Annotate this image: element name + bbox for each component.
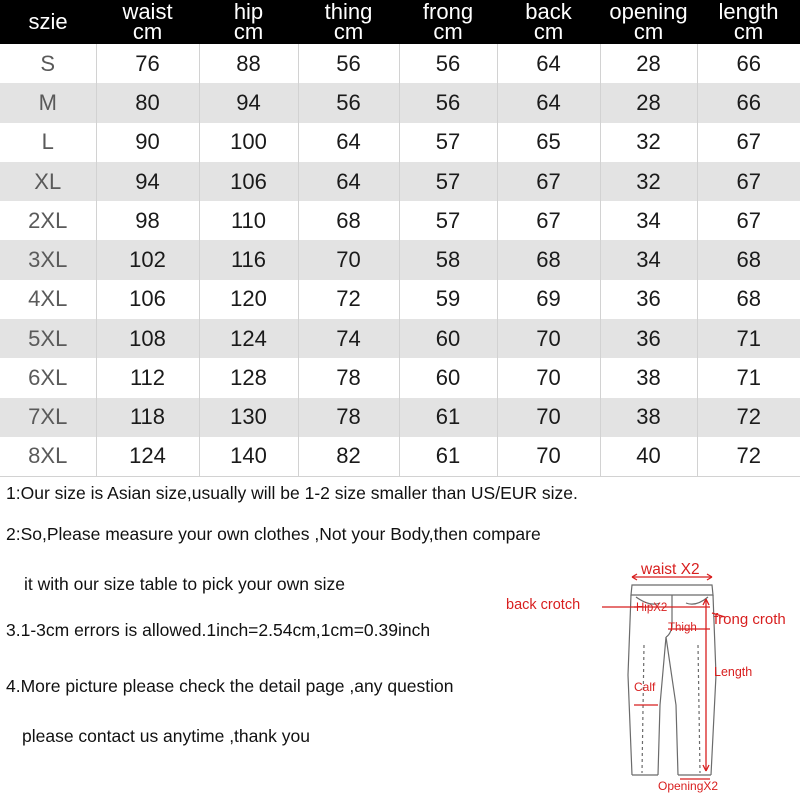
measurement-cell: 94: [199, 83, 298, 122]
measurement-cell: 68: [697, 240, 800, 279]
opening-label: OpeningX2: [658, 779, 719, 793]
column-header-unit: cm: [132, 19, 163, 44]
measurement-cell: 120: [199, 280, 298, 319]
table-row: [0, 437, 800, 476]
measurement-cell: 112: [96, 358, 199, 397]
note-4: 4.More picture please check the detail page ,any question: [6, 676, 454, 696]
measurement-cell: 38: [600, 358, 697, 397]
calf-label: Calf: [634, 680, 656, 694]
measurement-cell: 118: [96, 398, 199, 437]
column-header-name: waist: [122, 0, 173, 24]
measurement-cell: 70: [497, 358, 600, 397]
size-cell: 8XL: [0, 437, 96, 476]
column-header-unit: cm: [733, 19, 764, 44]
column-header: [96, 0, 199, 44]
pants-sketch: [500, 555, 800, 800]
column-header: [697, 0, 800, 44]
measurement-cell: 69: [497, 280, 600, 319]
measurement-cell: 28: [600, 44, 697, 83]
measurement-cell: 78: [298, 358, 399, 397]
column-header-unit: cm: [233, 19, 264, 44]
measurement-cell: 100: [199, 123, 298, 162]
measurement-cell: 102: [96, 240, 199, 279]
column-header-unit: cm: [633, 19, 664, 44]
column-header: [199, 0, 298, 44]
column-header-name: frong: [422, 0, 474, 24]
size-cell: 2XL: [28, 207, 68, 233]
measurement-cell: 71: [697, 358, 800, 397]
measurement-cell: 98: [96, 201, 199, 240]
measurement-cell: 124: [199, 319, 298, 358]
measurement-cell: 140: [199, 437, 298, 476]
measurement-cell: 67: [497, 162, 600, 201]
measurement-cell: 94: [96, 162, 199, 201]
table-row: [0, 280, 800, 319]
table-row: [0, 240, 800, 279]
column-header-name: hip: [233, 0, 264, 24]
measurement-cell: 36: [600, 280, 697, 319]
column-header-name: opening: [609, 0, 688, 24]
column-header-unit: cm: [533, 19, 564, 44]
measurement-cell: 68: [298, 201, 399, 240]
measurement-cell: 34: [600, 240, 697, 279]
measurement-cell: 67: [697, 162, 800, 201]
measurement-cell: 88: [199, 44, 298, 83]
table-row: [0, 201, 800, 240]
measurement-cell: 106: [96, 280, 199, 319]
measurement-cell: 32: [600, 162, 697, 201]
front-crotch-label: frong croth: [714, 611, 786, 628]
measurement-cell: 116: [199, 240, 298, 279]
measurement-cell: 66: [697, 83, 800, 122]
measurement-cell: 32: [600, 123, 697, 162]
column-header-name: back: [525, 0, 572, 24]
measurement-cell: 78: [298, 398, 399, 437]
measurement-cell: 71: [697, 319, 800, 358]
measurement-cell: 40: [600, 437, 697, 476]
note-2: 2:So,Please measure your own clothes ,Not your Body,then compare: [6, 524, 541, 544]
measurement-cell: 60: [399, 319, 497, 358]
measurement-cell: 58: [399, 240, 497, 279]
measurement-cell: 128: [199, 358, 298, 397]
measurement-cell: 56: [399, 44, 497, 83]
measurement-cell: 124: [96, 437, 199, 476]
note-2-continued: it with our size table to pick your own size: [24, 574, 345, 594]
measurement-cell: 130: [199, 398, 298, 437]
pants-measurement-diagram: [500, 555, 800, 800]
size-cell: L: [41, 129, 54, 155]
measurement-cell: 68: [697, 280, 800, 319]
size-cell: 5XL: [28, 325, 68, 351]
measurement-cell: 70: [497, 437, 600, 476]
size-cell: M: [38, 89, 57, 115]
size-cell: 6XL: [28, 365, 68, 391]
length-label: Length: [714, 665, 753, 679]
column-header-unit: cm: [333, 19, 364, 44]
measurement-cell: 64: [298, 123, 399, 162]
measurement-cell: 68: [497, 240, 600, 279]
column-header-name: length: [718, 0, 779, 24]
measurement-cell: 106: [199, 162, 298, 201]
measurement-cell: 56: [399, 83, 497, 122]
measurement-cell: 67: [697, 201, 800, 240]
column-header: [600, 0, 697, 44]
measurement-cell: 67: [497, 201, 600, 240]
measurement-cell: 65: [497, 123, 600, 162]
measurement-cell: 72: [298, 280, 399, 319]
note-3: 3.1-3cm errors is allowed.1inch=2.54cm,1cm=0.39inch: [6, 620, 431, 640]
table-row: [0, 162, 800, 201]
measurement-cell: 64: [497, 44, 600, 83]
measurement-cell: 57: [399, 201, 497, 240]
measurement-cell: 70: [497, 398, 600, 437]
table-row: [0, 123, 800, 162]
measurement-cell: 38: [600, 398, 697, 437]
measurement-cell: 36: [600, 319, 697, 358]
measurement-cell: 108: [96, 319, 199, 358]
measurement-cell: 64: [497, 83, 600, 122]
measurement-cell: 82: [298, 437, 399, 476]
note-1: 1:Our size is Asian size,usually will be 1-2 size smaller than US/EUR size.: [6, 483, 578, 503]
note-4-continued: please contact us anytime ,thank you: [22, 726, 310, 746]
table-row: [0, 398, 800, 437]
column-header: [399, 0, 497, 44]
measurement-cell: 72: [697, 398, 800, 437]
measurement-cell: 64: [298, 162, 399, 201]
column-header: [0, 0, 96, 44]
column-header-name: szie: [28, 9, 68, 34]
measurement-cell: 110: [199, 201, 298, 240]
thigh-label: Thigh: [668, 622, 697, 634]
hip-label: HipX2: [636, 602, 668, 614]
size-cell: 7XL: [28, 404, 68, 430]
column-header-unit: cm: [433, 19, 463, 44]
measurement-cell: 61: [399, 437, 497, 476]
measurement-cell: 34: [600, 201, 697, 240]
size-cell: S: [40, 50, 56, 76]
measurement-cell: 70: [497, 319, 600, 358]
measurement-cell: 28: [600, 83, 697, 122]
back-crotch-label: back crotch: [506, 597, 581, 613]
table-body: [0, 44, 800, 476]
table-row: [0, 44, 800, 83]
measurement-cell: 72: [697, 437, 800, 476]
measurement-cell: 57: [399, 123, 497, 162]
measurement-cell: 60: [399, 358, 497, 397]
measurement-cell: 76: [96, 44, 199, 83]
measurement-cell: 56: [298, 83, 399, 122]
size-cell: 3XL: [28, 247, 68, 273]
table-row: [0, 358, 800, 397]
header-row: [0, 0, 800, 44]
table-row: [0, 319, 800, 358]
measurement-cell: 59: [399, 280, 497, 319]
measurement-cell: 70: [298, 240, 399, 279]
measurement-cell: 61: [399, 398, 497, 437]
measurement-cell: 74: [298, 319, 399, 358]
table-row: [0, 83, 800, 122]
measurement-cell: 80: [96, 83, 199, 122]
column-header: [497, 0, 600, 44]
measurement-cell: 56: [298, 44, 399, 83]
column-header: [298, 0, 399, 44]
measurement-cell: 90: [96, 123, 199, 162]
waist-label: waist X2: [641, 561, 700, 578]
size-cell: XL: [34, 168, 62, 194]
measurement-cell: 67: [697, 123, 800, 162]
measurement-cell: 57: [399, 162, 497, 201]
column-header-name: thing: [324, 0, 373, 24]
size-cell: 4XL: [28, 286, 68, 312]
measurement-cell: 66: [697, 44, 800, 83]
